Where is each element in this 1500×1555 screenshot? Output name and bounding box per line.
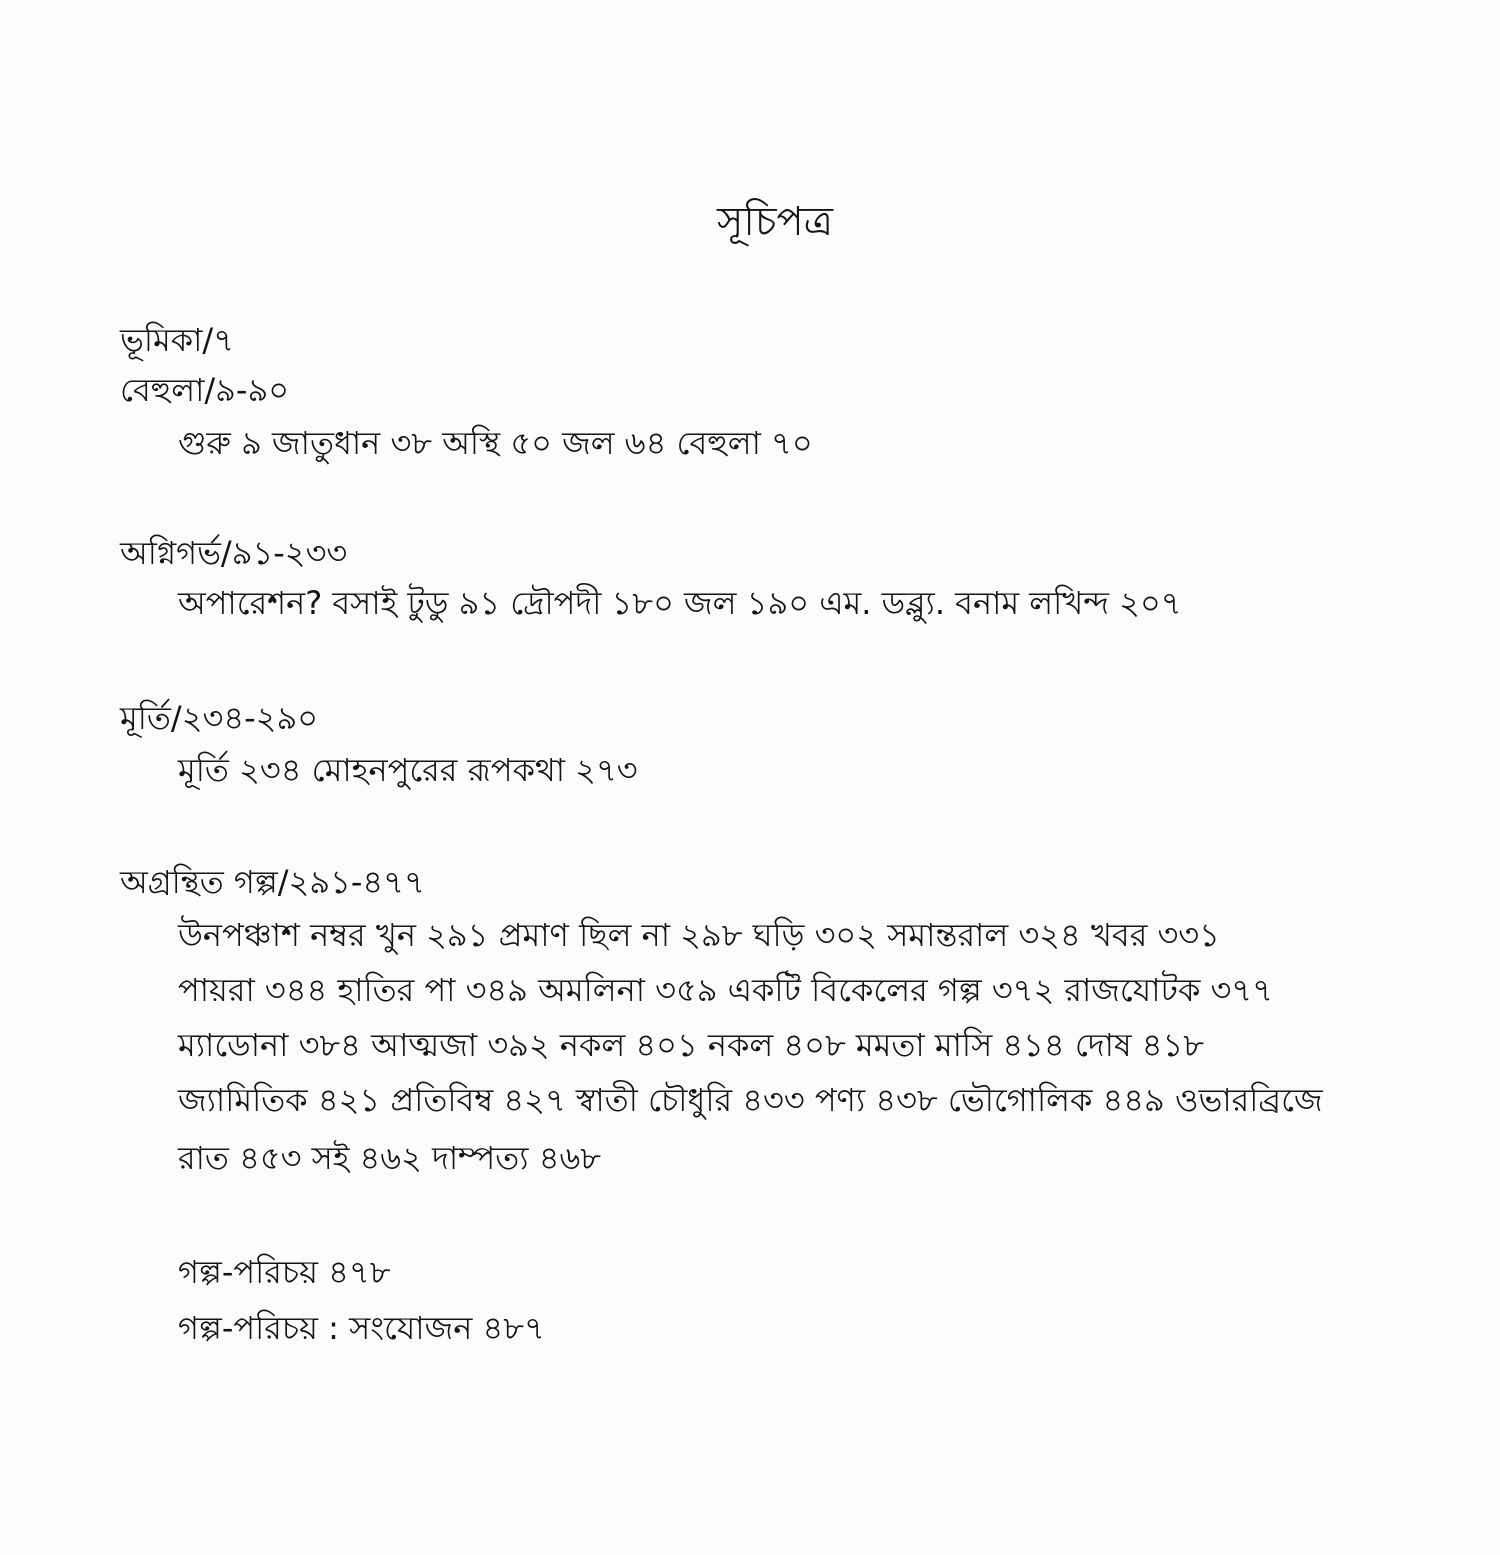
section-heading: অগ্নিগর্ভ/৯১-২৩৩ xyxy=(120,534,348,572)
section-heading: অগ্রন্থিত গল্প/২৯১-৪৭৭ xyxy=(120,863,425,901)
toc-line: রাত ৪৫৩ সই ৪৬২ দাম্পত্য ৪৬৮ xyxy=(178,1139,602,1177)
toc-line: মূর্তি ২৩৪ মোহনপুরের রূপকথা ২৭৩ xyxy=(178,751,638,789)
section-heading: ভূমিকা/৭ xyxy=(120,321,235,359)
appendix-line: গল্প-পরিচয় ৪৭৮ xyxy=(178,1253,391,1291)
toc-line: উনপঞ্চাশ নম্বর খুন ২৯১ প্রমাণ ছিল না ২৯৮ ঘড়ি ৩০২ সমান্তরাল ৩২৪ খবর ৩৩১ xyxy=(178,916,1220,954)
page-title: সূচিপত্র xyxy=(717,199,833,245)
toc-line: পায়রা ৩৪৪ হাতির পা ৩৪৯ অমলিনা ৩৫৯ একটি বিকেলের গল্প ৩৭২ রাজযোটক ৩৭৭ xyxy=(178,971,1273,1009)
section-heading: বেহুলা/৯-৯০ xyxy=(120,371,290,409)
toc-line: ম্যাডোনা ৩৮৪ আত্মজা ৩৯২ নকল ৪০১ নকল ৪০৮ মমতা মাসি ৪১৪ দোষ ৪১৮ xyxy=(178,1026,1205,1064)
section-heading: মূর্তি/২৩৪-২৯০ xyxy=(120,699,319,737)
toc-line: অপারেশন? বসাই টুডু ৯১ দ্রৌপদী ১৮০ জল ১৯০ এম. ডব্ল্যু. বনাম লখিন্দ ২০৭ xyxy=(178,584,1182,622)
appendix-line: গল্প-পরিচয় : সংযোজন ৪৮৭ xyxy=(178,1309,545,1347)
toc-line: গুরু ৯ জাতুধান ৩৮ অস্থি ৫০ জল ৬৪ বেহুলা ৭০ xyxy=(178,424,813,462)
toc-line: জ্যামিতিক ৪২১ প্রতিবিম্ব ৪২৭ স্বাতী চৌধুরি ৪৩৩ পণ্য ৪৩৮ ভৌগোলিক ৪৪৯ ওভারব্রিজে xyxy=(178,1081,1323,1119)
